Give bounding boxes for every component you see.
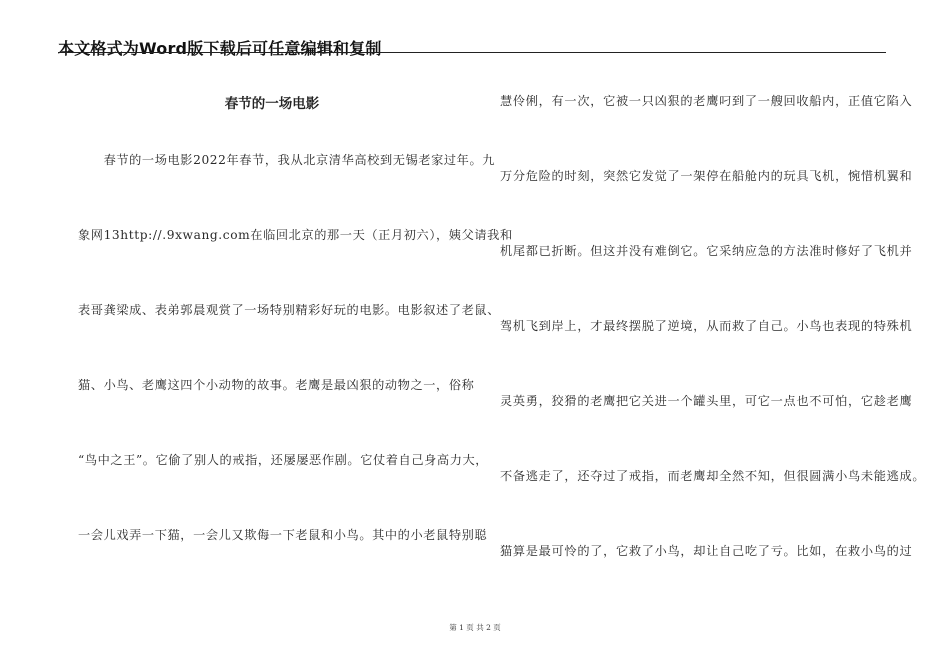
page-number: 第 1 页 共 2 页 — [449, 623, 501, 632]
text-line: 春节的一场电影2022年春节，我从北京清华高校到无锡老家过年。九 — [78, 153, 496, 167]
text-line: 象网13http://.9xwang.com在临回北京的那一天（正月初六），姨父请我和 — [78, 228, 513, 242]
text-line: 猫算是最可怜的了，它救了小鸟，却让自己吃了亏。比如，在救小鸟的过 — [500, 544, 913, 558]
text-line: 一会儿戏弄一下猫，一会儿又欺侮一下老鼠和小鸟。其中的小老鼠特别聪 — [78, 528, 488, 542]
text-line: 不备逃走了，还夺过了戒指，而老鹰却全然不知，但很圆满小鸟未能逃成。 — [500, 469, 926, 483]
text-line: 万分危险的时刻，突然它发觉了一架停在船舱内的玩具飞机，惋惜机翼和 — [500, 169, 913, 183]
text-line: 驾机飞到岸上，才最终摆脱了逆境，从而救了自己。小鸟也表现的特殊机 — [500, 319, 913, 333]
text-line: “鸟中之王”。它偷了别人的戒指，还屡屡恶作剧。它仗着自己身高力大， — [78, 453, 489, 467]
article-title: 春节的一场电影 — [224, 96, 320, 112]
top-banner: 本文格式为Word版下载后可任意编辑和复制 — [58, 39, 382, 58]
text-line: 猫、小鸟、老鹰这四个小动物的故事。老鹰是最凶狠的动物之一，俗称 — [78, 378, 475, 392]
right-column — [500, 0, 926, 672]
text-line: 慧伶俐，有一次，它被一只凶狠的老鹰叼到了一艘回收船内，正值它陷入 — [500, 94, 913, 108]
text-line: 机尾都已折断。但这并没有难倒它。它采纳应急的方法准时修好了飞机并 — [500, 244, 913, 258]
text-line: 灵英勇，狡猾的老鹰把它关进一个罐头里，可它一点也不可怕，它趁老鹰 — [500, 394, 913, 408]
text-line: 表哥龚梁成、表弟郭晨观赏了一场特别精彩好玩的电影。电影叙述了老鼠、 — [78, 303, 500, 317]
